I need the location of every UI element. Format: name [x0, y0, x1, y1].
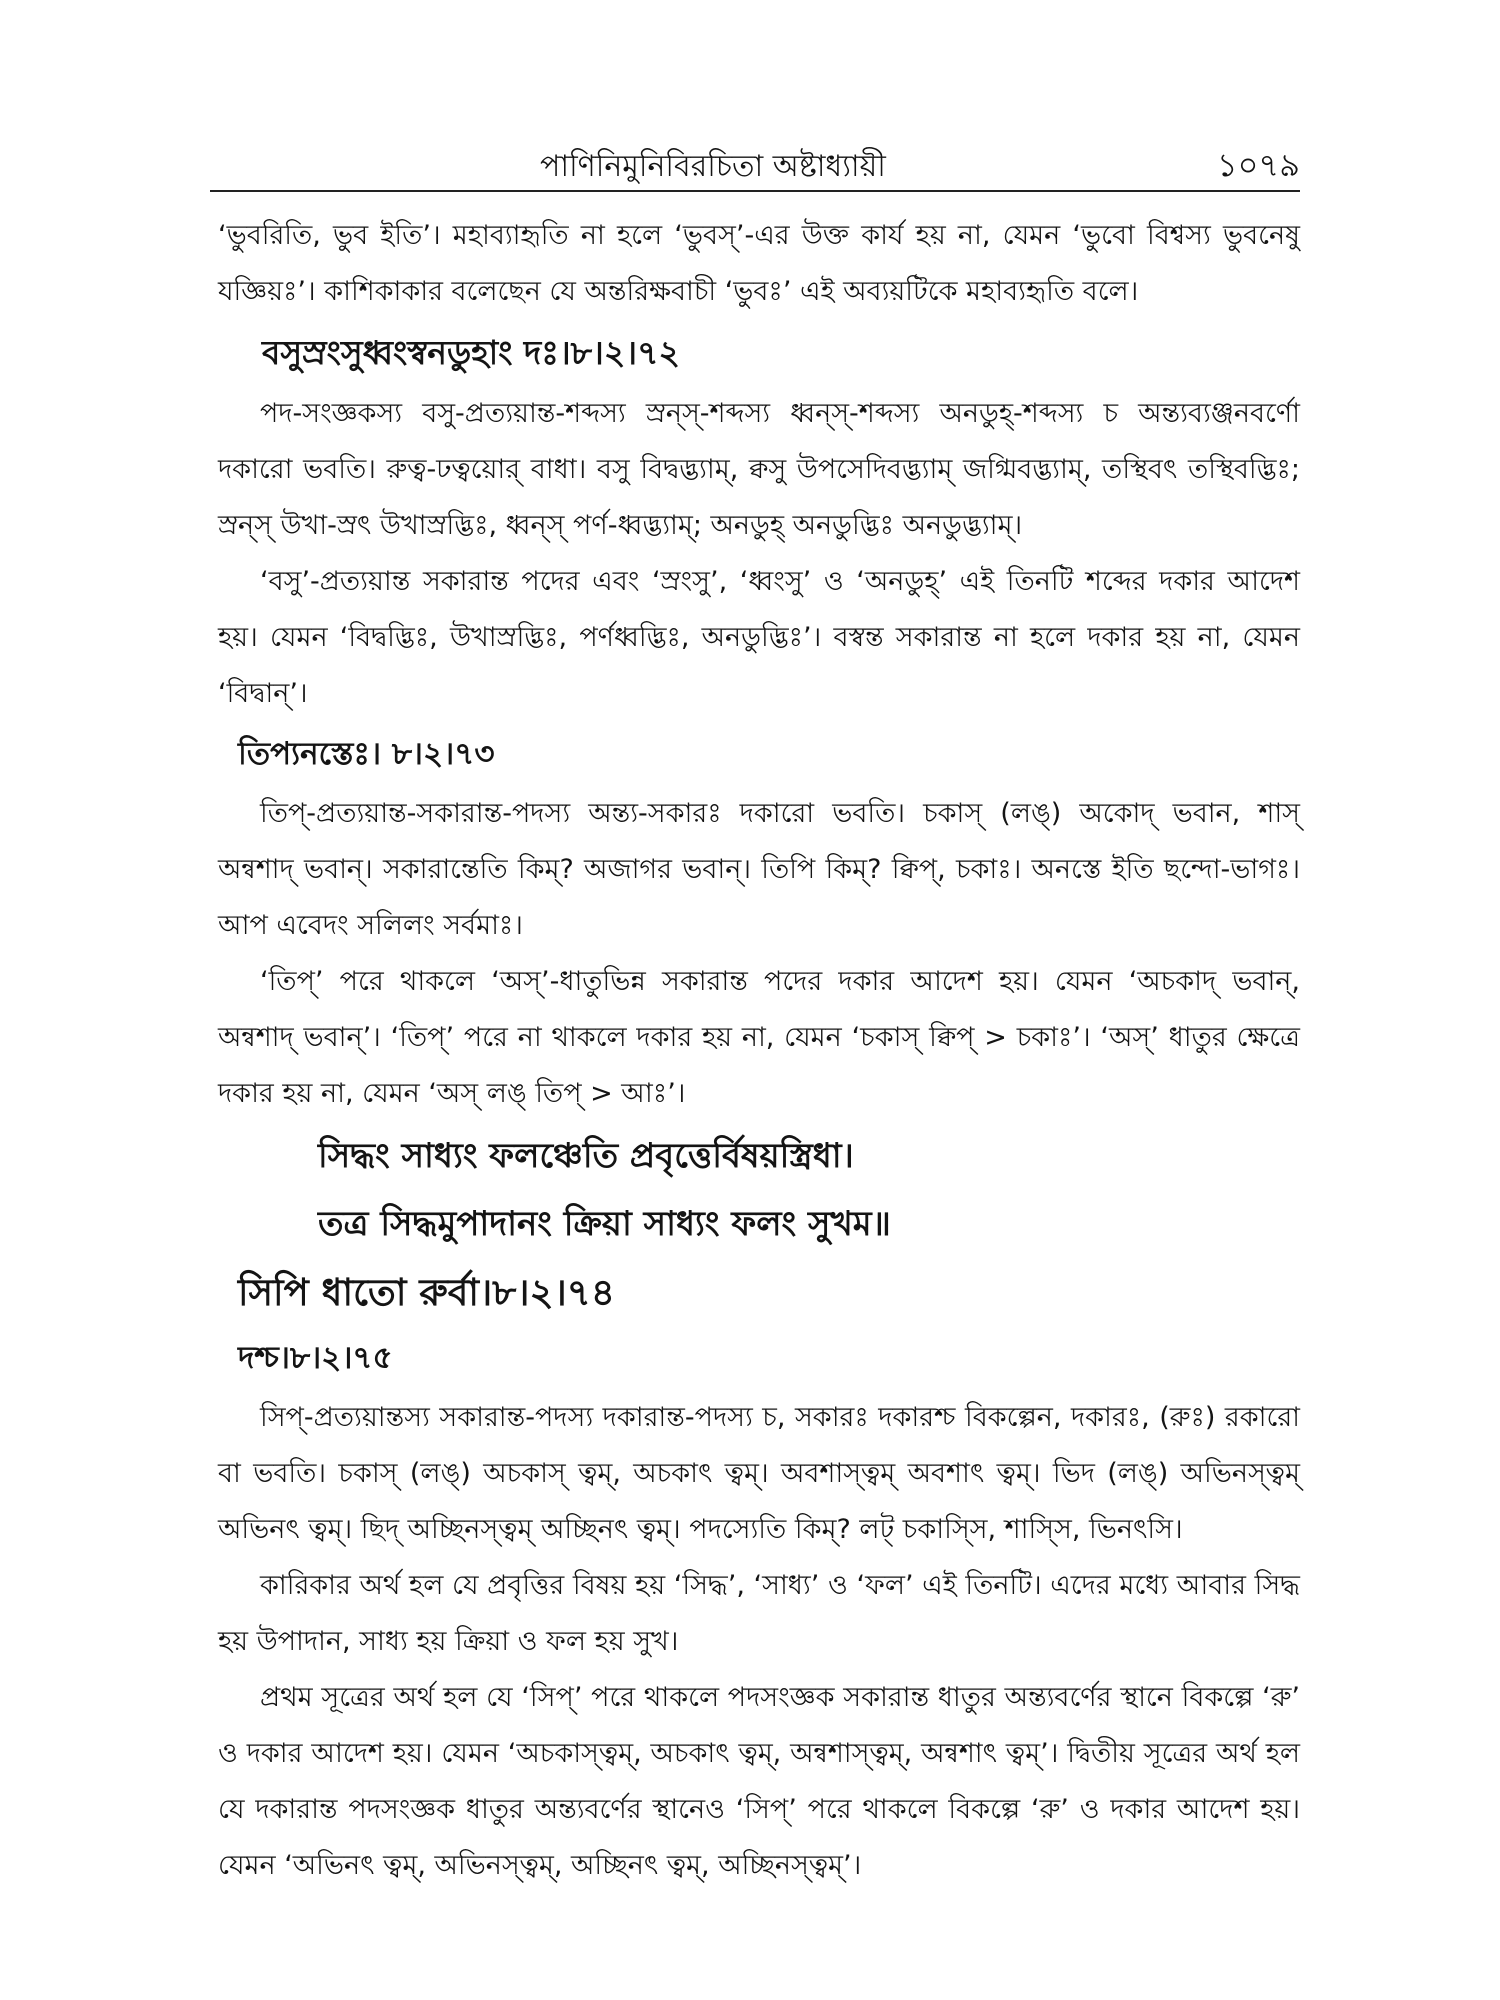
paragraph-bhuvas-note: ‘ভুবরিতি, ভুব ইতি’। মহাব্যাহৃতি না হলে ‘ভুবস্’-এর উক্ত কার্য হয় না, যেমন ‘ভুবো বিশ্বস্য ভুবনেষু যজ্ঞিয়ঃ’। কাশিকাকার বলেছেন যে অন্তরিক্ষবাচী ‘ভুবঃ’ এই অব্যয়টিকে মহাব্যহৃতি বলে। [218, 220, 1300, 307]
page-body [218, 208, 1300, 1894]
paragraph-karika-explanation: কারিকার অর্থ হল যে প্রবৃত্তির বিষয় হয় ‘সিদ্ধ’, ‘সাধ্য’ ও ‘ফল’ এই তিনটি। এদের মধ্যে আবার সিদ্ধ হয় উপাদান, সাধ্য হয় ক্রিয়া ও ফল হয় সুখ। [218, 1570, 1300, 1657]
sutra-heading-8-2-75: দশ্চ।৮।২।৭৫ [238, 1340, 393, 1376]
paragraph-commentary-72: পদ-সংজ্ঞকস্য বসু-প্রত্যয়ান্ত-শব্দস্য স্রন্স্-শব্দস্য ধ্বন্স্-শব্দস্য অনডুহ্-শব্দস্য চ অন্ত্যব্যঞ্জনবর্ণো দকারো ভবতি। রুত্ব-ঢত্বয়োর্ বাধা। বসু বিদ্বদ্ভ্যাম্, ক্বসু উপসেদিবদ্ভ্যাম্ জগ্মিবদ্ভ্যাম্, তস্থিবৎ তস্থিবদ্ভিঃ; স্রন্স্ উখা-স্রৎ উখাস্রদ্ভিঃ, ধ্বন্স্ পর্ণ-ধ্বদ্ভ্যাম্; অনডুহ্ অনডুদ্ভিঃ অনডুদ্ভ্যাম্। [218, 398, 1300, 541]
verse-line-1: সিদ্ধং সাধ্যং ফলঞ্চেতি প্রবৃত্তের্বিষয়স্ত্রিধা। [318, 1136, 854, 1176]
sutra-heading-8-2-72: বসুস্রংসুধ্বংস্বনডুহাং দঃ।৮।২।৭২ [262, 333, 681, 372]
sutra-heading-8-2-74: সিপি ধাতো রুর্বা।৮।২।৭৪ [238, 1271, 615, 1314]
page-number: ১০৭৯ [1216, 146, 1300, 184]
sutra-heading-8-2-73: তিপ্যনস্তেঃ। ৮।২।৭৩ [238, 736, 495, 772]
paragraph-explanation-74-75: প্রথম সূত্রের অর্থ হল যে ‘সিপ্’ পরে থাকলে পদসংজ্ঞক সকারান্ত ধাতুর অন্ত্যবর্ণের স্থানে বিকল্পে ‘রু’ ও দকার আদেশ হয়। যেমন ‘অচকাস্ত্বম্, অচকাৎ ত্বম্, অন্বশাস্ত্বম্, অন্বশাৎ ত্বম্’। দ্বিতীয় সূত্রের অর্থ হল যে দকারান্ত পদসংজ্ঞক ধাতুর অন্ত্যবর্ণের স্থানেও ‘সিপ্’ পরে থাকলে বিকল্পে ‘রু’ ও দকার আদেশ হয়। যেমন ‘অভিনৎ ত্বম্, অভিনস্ত্বম্, অচ্ছিনৎ ত্বম্, অচ্ছিনস্ত্বম্’। [218, 1682, 1300, 1881]
paragraph-commentary-74-75: সিপ্-প্রত্যয়ান্তস্য সকারান্ত-পদস্য দকারান্ত-পদস্য চ, সকারঃ দকারশ্চ বিকল্পেন, দকারঃ, (রুঃ) রকারো বা ভবতি। চকাস্ (লঙ্) অচকাস্ ত্বম্, অচকাৎ ত্বম্। অবশাস্ত্বম্ অবশাৎ ত্বম্। ভিদ (লঙ্) অভিনস্ত্বম্ অভিনৎ ত্বম্। ছিদ্ অচ্ছিনস্ত্বম্ অচ্ছিনৎ ত্বম্। পদস্যেতি কিম্? লট্ চকাস্সি, শাস্সি, ভিনৎসি। [218, 1402, 1300, 1545]
page-header [210, 132, 1300, 192]
running-title: পাণিনিমুনিবিরচিতা অষ্টাধ্যায়ী [540, 149, 886, 184]
header-rule [210, 190, 1300, 192]
paragraph-explanation-72: ‘বসু’-প্রত্যয়ান্ত সকারান্ত পদের এবং ‘স্রংসু’, ‘ধ্বংসু’ ও ‘অনডুহ্’ এই তিনটি শব্দের দকার আদেশ হয়। যেমন ‘বিদ্বদ্ভিঃ, উখাস্রদ্ভিঃ, পর্ণধ্বদ্ভিঃ, অনডুদ্ভিঃ’। বস্বন্ত সকারান্ত না হলে দকার হয় না, যেমন ‘বিদ্বান্’। [218, 566, 1300, 709]
paragraph-commentary-73: তিপ্-প্রত্যয়ান্ত-সকারান্ত-পদস্য অন্ত্য-সকারঃ দকারো ভবতি। চকাস্ (লঙ্) অকোদ্ ভবান, শাস্ অন্বশাদ্ ভবান্। সকারান্তেতি কিম্? অজাগর ভবান্। তিপি কিম্? ক্বিপ্, চকাঃ। অনস্তে ইতি ছন্দো-ভাগঃ। আপ এবেদং সলিলং সর্বমাঃ। [218, 798, 1300, 941]
verse-line-2: তত্র সিদ্ধমুপাদানং ক্রিয়া সাধ্যং ফলং সুখম॥ [318, 1204, 891, 1244]
paragraph-explanation-73: ‘তিপ্’ পরে থাকলে ‘অস্’-ধাতুভিন্ন সকারান্ত পদের দকার আদেশ হয়। যেমন ‘অচকাদ্ ভবান্, অন্বশাদ্ ভবান্’। ‘তিপ্’ পরে না থাকলে দকার হয় না, যেমন ‘চকাস্ ক্বিপ্ > চকাঃ’। ‘অস্’ ধাতুর ক্ষেত্রে দকার হয় না, যেমন ‘অস্ লঙ্ তিপ্ > আঃ’। [218, 966, 1300, 1109]
